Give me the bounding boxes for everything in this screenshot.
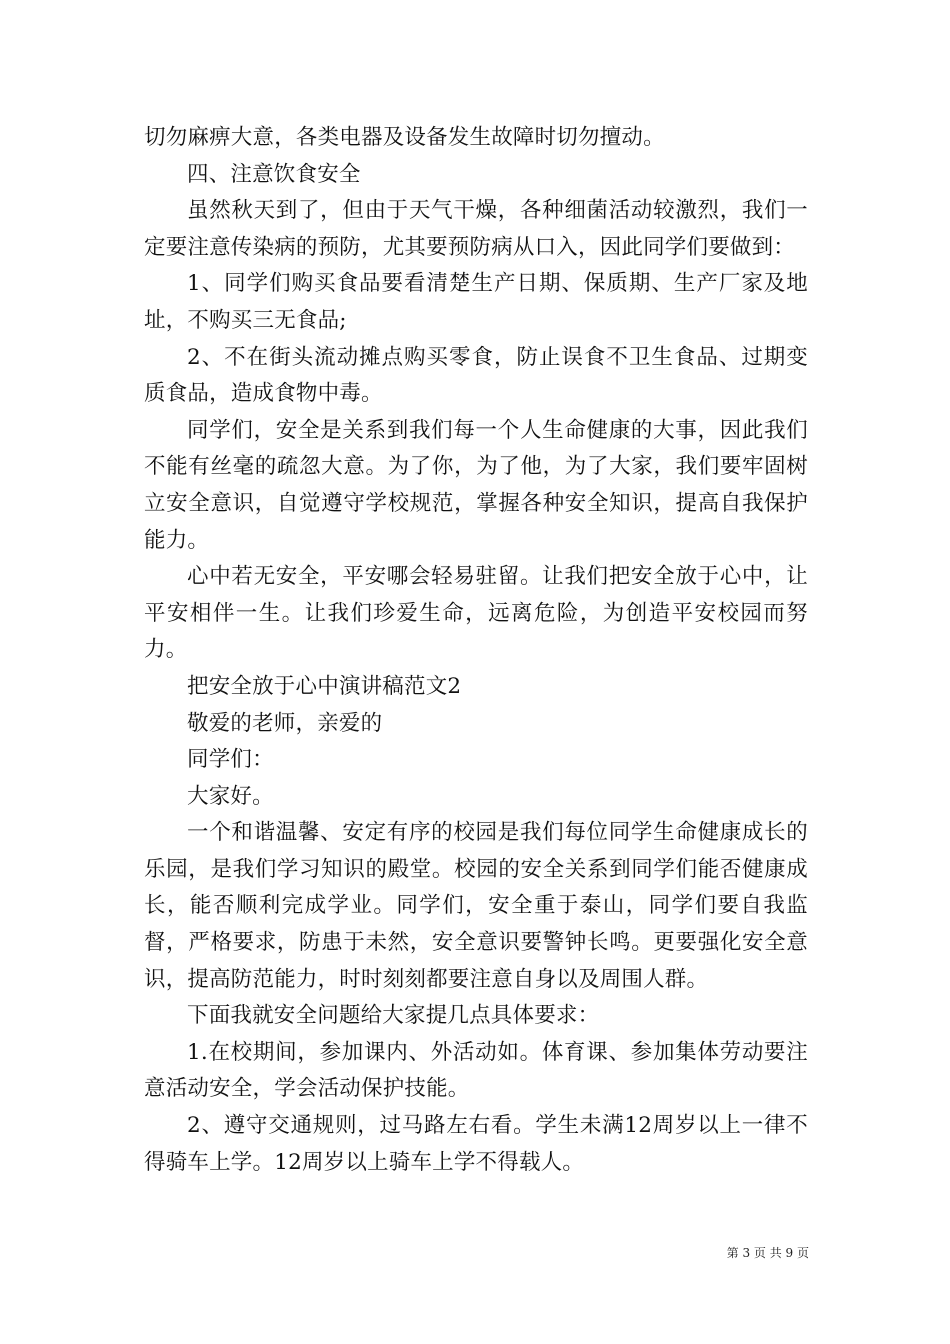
section-title: 把安全放于心中演讲稿范文2 [187, 673, 462, 699]
list-item: 2、不在街头流动摊点购买零食，防止误食不卫生食品、过期变质食品，造成食物中毒。 [144, 344, 808, 407]
salutation: 同学们： [187, 747, 274, 773]
paragraph: 下面我就安全问题给大家提几点具体要求： [187, 1003, 600, 1029]
list-item: 2、遵守交通规则，过马路左右看。学生未满12周岁以上一律不得骑车上学。12周岁以上骑车上学不得载人。 [144, 1113, 808, 1175]
list-item: 1、同学们购买食品要看清楚生产日期、保质期、生产厂家及地址，不购买三无食品; [144, 271, 808, 333]
greeting: 大家好。 [187, 783, 274, 809]
paragraph: 心中若无安全，平安哪会轻易驻留。让我们把安全放于心中，让平安相伴一生。让我们珍爱生命，远离危险，为创造平安校园而努力。 [144, 564, 808, 663]
list-item: 1.在校期间，参加课内、外活动如。体育课、参加集体劳动要注意活动安全，学会活动保护技能。 [144, 1039, 808, 1102]
section-heading: 四、注意饮食安全 [187, 161, 361, 187]
document-body [144, 120, 808, 1181]
paragraph: 一个和谐温馨、安定有序的校园是我们每位同学生命健康成长的乐园，是我们学习知识的殿堂。校园的安全关系到同学们能否健康成长，能否顺利完成学业。同学们，安全重于泰山，同学们要自我监督，严格要求，防患于未然，安全意识要警钟长鸣。更要强化安全意识，提高防范能力，时时刻刻都要注意自身以及周围人群。 [144, 820, 808, 992]
paragraph: 虽然秋天到了，但由于天气干燥，各种细菌活动较激烈，我们一定要注意传染病的预防，尤其要预防病从口入，因此同学们要做到： [144, 198, 808, 260]
page-number: 第 3 页 共 9 页 [726, 1246, 809, 1260]
paragraph: 切勿麻痹大意，各类电器及设备发生故障时切勿擅动。 [144, 125, 665, 150]
paragraph: 同学们，安全是关系到我们每一个人生命健康的大事，因此我们不能有丝毫的疏忽大意。为了你，为了他，为了大家，我们要牢固树立安全意识，自觉遵守学校规范，掌握各种安全知识，提高自我保护能力。 [144, 417, 808, 553]
salutation: 敬爱的老师，亲爱的 [187, 710, 383, 736]
